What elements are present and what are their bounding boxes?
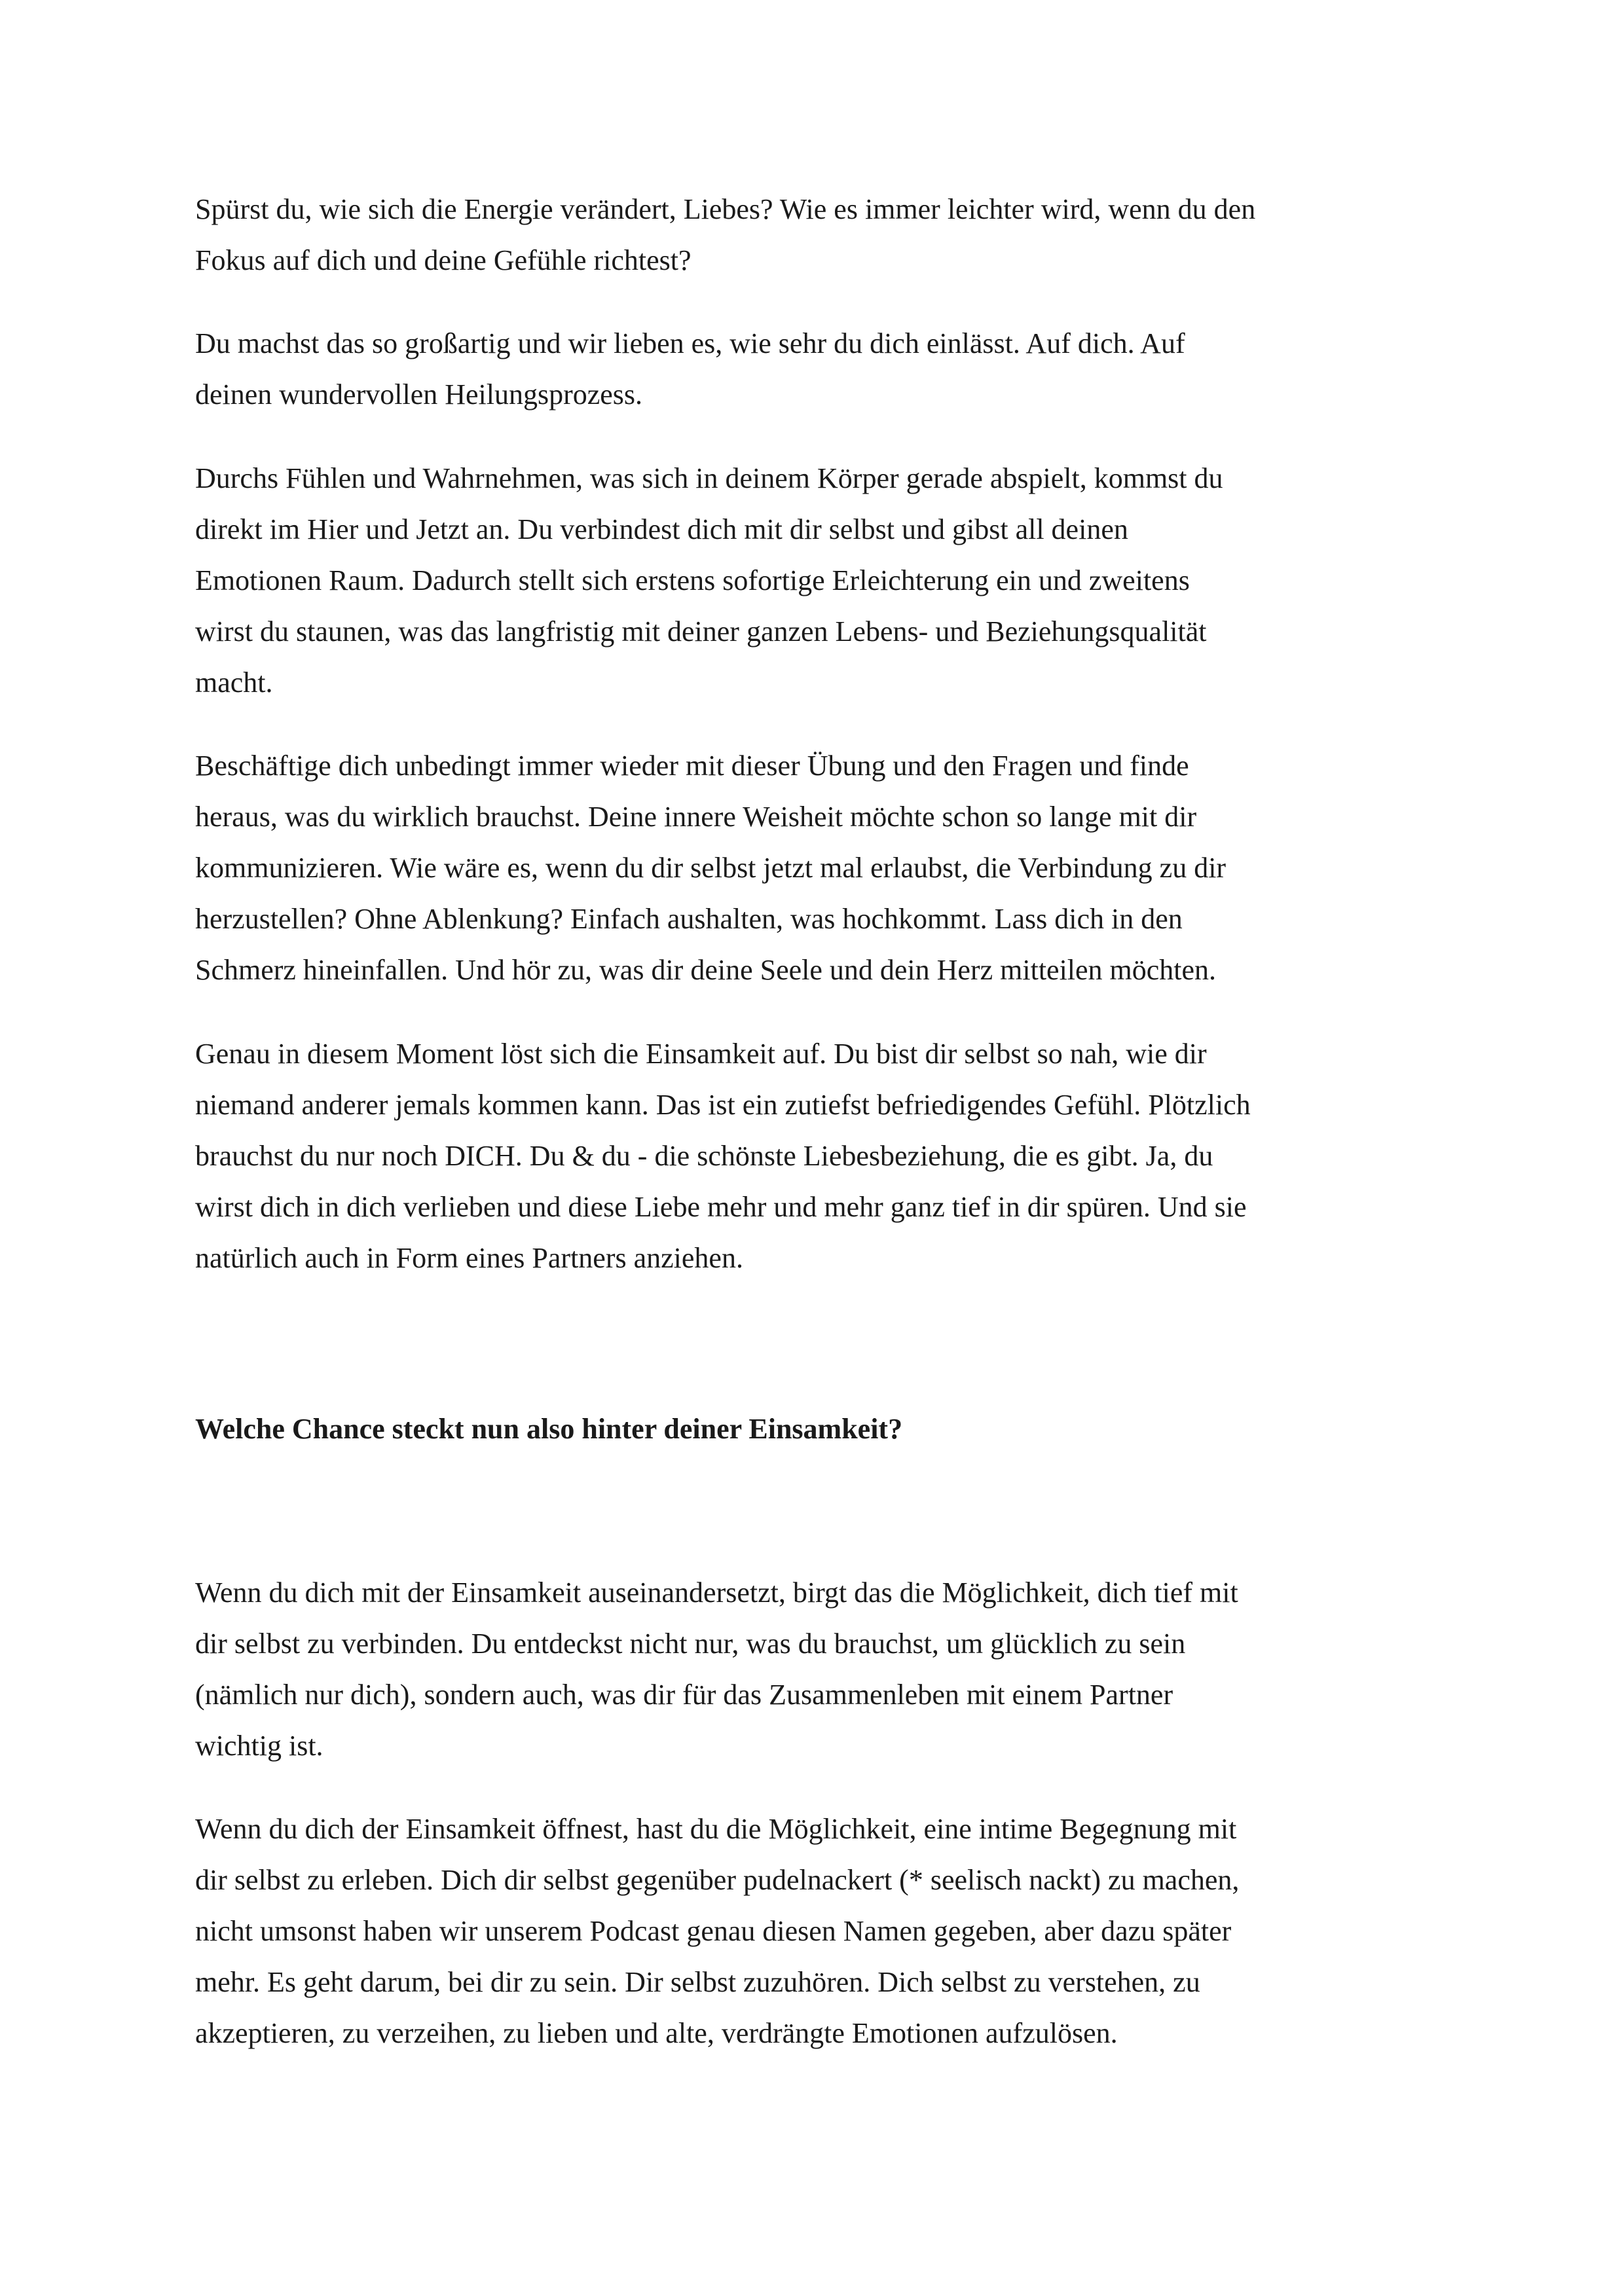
text-line: deinen wundervollen Heilungsprozess. [195, 378, 643, 410]
paragraph [195, 1567, 1452, 1772]
text-line: wirst du staunen, was das langfristig mit deiner ganzen Lebens- und Beziehungsqualität [195, 615, 1207, 647]
text-line: Beschäftige dich unbedingt immer wieder mit dieser Übung und den Fragen und finde [195, 750, 1189, 782]
text-line: wichtig ist. [195, 1730, 323, 1762]
text-line: niemand anderer jemals kommen kann. Das ist ein zutiefst befriedigendes Gefühl. Plötzlich [195, 1089, 1251, 1121]
paragraph [195, 1804, 1452, 2059]
text-line: herzustellen? Ohne Ablenkung? Einfach aushalten, was hochkommt. Lass dich in den [195, 903, 1183, 935]
text-line: macht. [195, 666, 273, 699]
paragraph [195, 184, 1452, 286]
section-heading [195, 1404, 1452, 1455]
text-line: (nämlich nur dich), sondern auch, was dir für das Zusammenleben mit einem Partner [195, 1679, 1173, 1711]
text-line: wirst dich in dich verlieben und diese Liebe mehr und mehr ganz tief in dir spüren. Und sie [195, 1191, 1247, 1223]
text-line: dir selbst zu verbinden. Du entdeckst nicht nur, was du brauchst, um glücklich zu sein [195, 1628, 1186, 1660]
heading-text: Welche Chance steckt nun also hinter deiner Einsamkeit? [195, 1413, 903, 1445]
text-line: Schmerz hineinfallen. Und hör zu, was dir deine Seele und dein Herz mitteilen möchten. [195, 954, 1217, 986]
text-line: Spürst du, wie sich die Energie verändert, Liebes? Wie es immer leichter wird, wenn du den [195, 193, 1256, 225]
text-line: Fokus auf dich und deine Gefühle richtest? [195, 244, 692, 276]
text-line: Emotionen Raum. Dadurch stellt sich erstens sofortige Erleichterung ein und zweitens [195, 564, 1190, 596]
paragraph [195, 740, 1452, 996]
text-line: akzeptieren, zu verzeihen, zu lieben und alte, verdrängte Emotionen aufzulösen. [195, 2017, 1118, 2049]
text-line: heraus, was du wirklich brauchst. Deine innere Weisheit möchte schon so lange mit dir [195, 801, 1197, 833]
text-line: direkt im Hier und Jetzt an. Du verbindest dich mit dir selbst und gibst all deinen [195, 513, 1128, 545]
text-line: mehr. Es geht darum, bei dir zu sein. Dir selbst zuzuhören. Dich selbst zu verstehen, zu [195, 1966, 1200, 1998]
paragraph [195, 453, 1452, 708]
text-line: Wenn du dich mit der Einsamkeit auseinandersetzt, birgt das die Möglichkeit, dich tief mit [195, 1576, 1238, 1609]
text-line: Du machst das so großartig und wir lieben es, wie sehr du dich einlässt. Auf dich. Auf [195, 327, 1185, 359]
text-line: Wenn du dich der Einsamkeit öffnest, hast du die Möglichkeit, eine intime Begegnung mit [195, 1813, 1237, 1845]
paragraph [195, 318, 1452, 420]
text-line: kommunizieren. Wie wäre es, wenn du dir selbst jetzt mal erlaubst, die Verbindung zu dir [195, 852, 1227, 884]
text-line: natürlich auch in Form eines Partners anziehen. [195, 1242, 743, 1274]
paragraph [195, 1029, 1452, 1284]
text-line: brauchst du nur noch DICH. Du & du - die schönste Liebesbeziehung, die es gibt. Ja, du [195, 1140, 1213, 1172]
text-line: nicht umsonst haben wir unserem Podcast genau diesen Namen gegeben, aber dazu später [195, 1915, 1232, 1947]
text-line: Genau in diesem Moment löst sich die Einsamkeit auf. Du bist dir selbst so nah, wie dir [195, 1038, 1207, 1070]
text-line: Durchs Fühlen und Wahrnehmen, was sich in deinem Körper gerade abspielt, kommst du [195, 462, 1223, 494]
text-line: dir selbst zu erleben. Dich dir selbst gegenüber pudelnackert (* seelisch nackt) zu machen, [195, 1864, 1240, 1896]
